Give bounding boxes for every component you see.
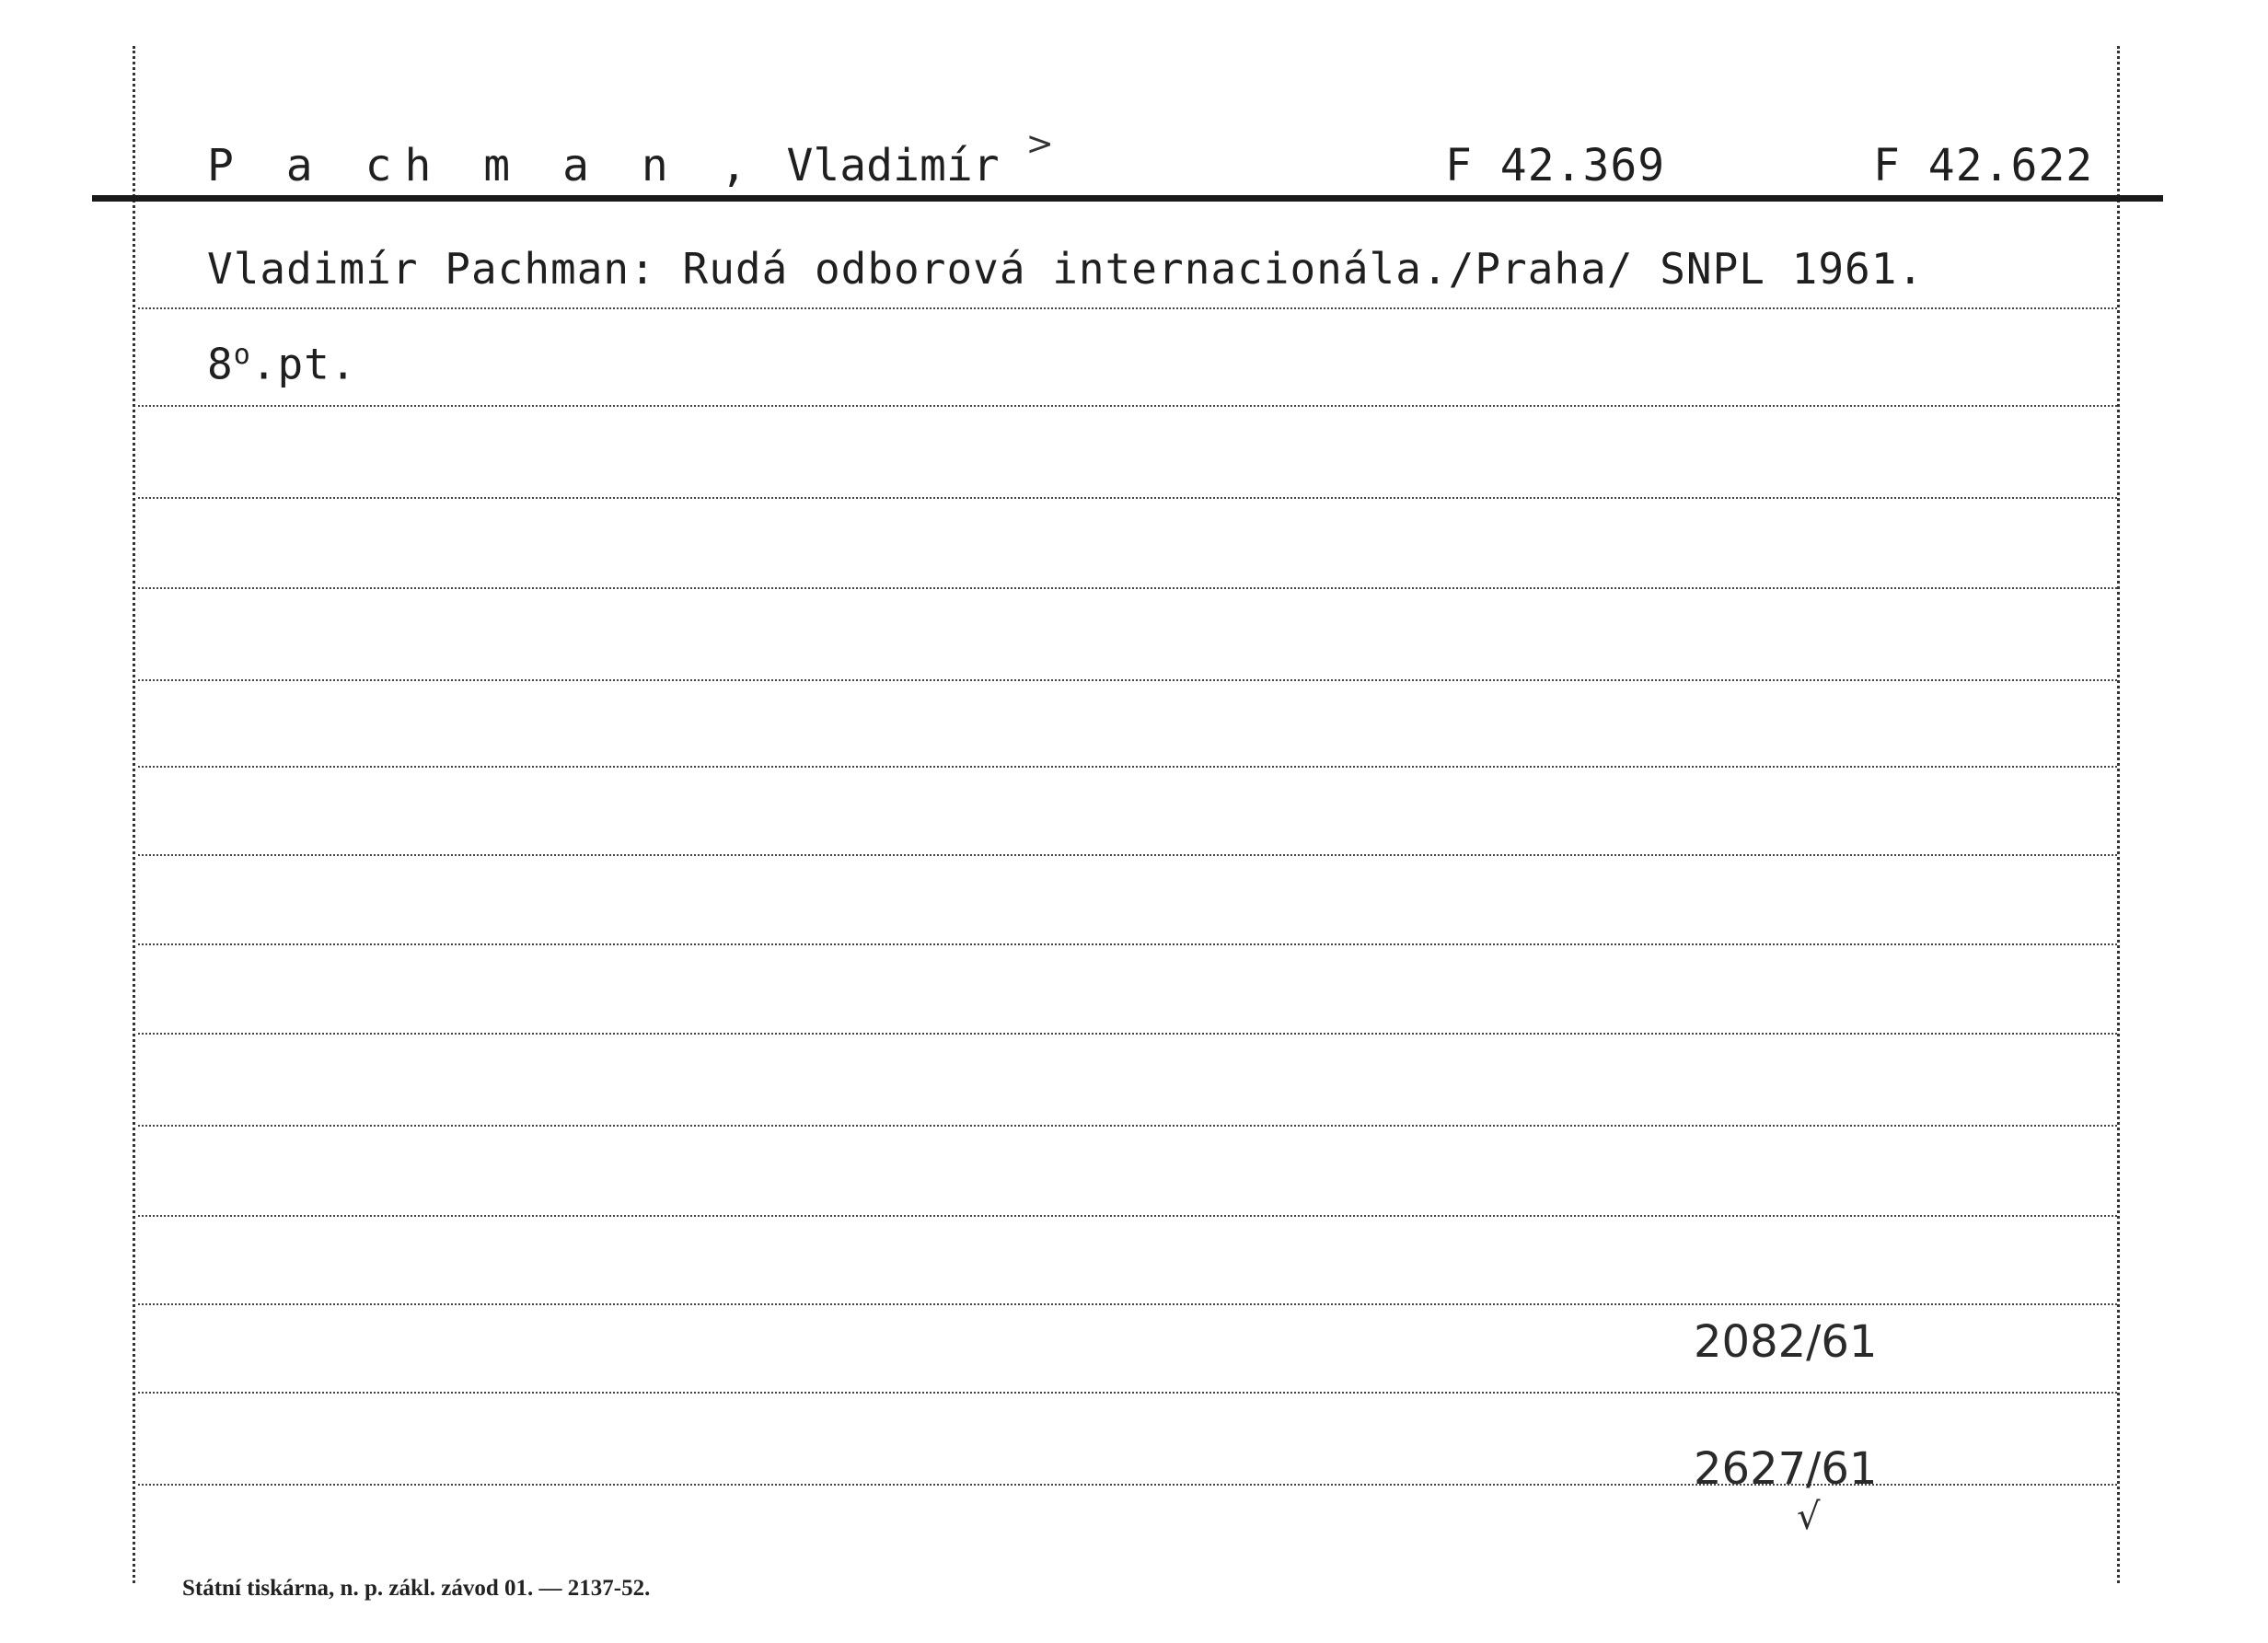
ruled-line [138,307,2117,309]
accession-number-1: 2082/61 [1694,1316,1878,1368]
format-rest: .pt. [250,339,357,389]
ruled-line [138,1033,2117,1035]
header-rule [92,195,2163,202]
author-given-name: Vladimír [786,140,1000,191]
ruled-line [138,497,2117,499]
ruled-line [138,1303,2117,1305]
insert-mark-icon: > [1025,125,1054,163]
check-mark-icon: √ [1797,1496,1821,1538]
bibliographic-entry: Vladimír Pachman: Rudá odborová internacionála./Praha/ SNPL 1961. [207,244,1925,294]
format-line [207,339,357,388]
call-number-1: F 42.369 [1445,140,1666,191]
ruled-line [138,1215,2117,1217]
ruled-line [138,587,2117,589]
ruled-line [138,943,2117,945]
ruled-line [138,1392,2117,1394]
ruled-line [138,854,2117,856]
printer-note: Státní tiskárna, n. p. zákl. závod 01. — 2137-52. [182,1576,651,1601]
ruled-line [138,1125,2117,1127]
right-margin-line [2117,46,2120,1583]
author-heading [207,125,1054,191]
format-main: 8 [207,339,234,389]
call-number-2: F 42.622 [1873,140,2094,191]
ruled-line [138,405,2117,407]
accession-number-2: 2627/61 [1694,1443,1878,1495]
ruled-line [138,766,2117,768]
author-surname: P a ch m a n , [207,140,760,191]
format-superscript: o [233,339,251,371]
ruled-line [138,679,2117,681]
left-margin-line [133,46,135,1583]
